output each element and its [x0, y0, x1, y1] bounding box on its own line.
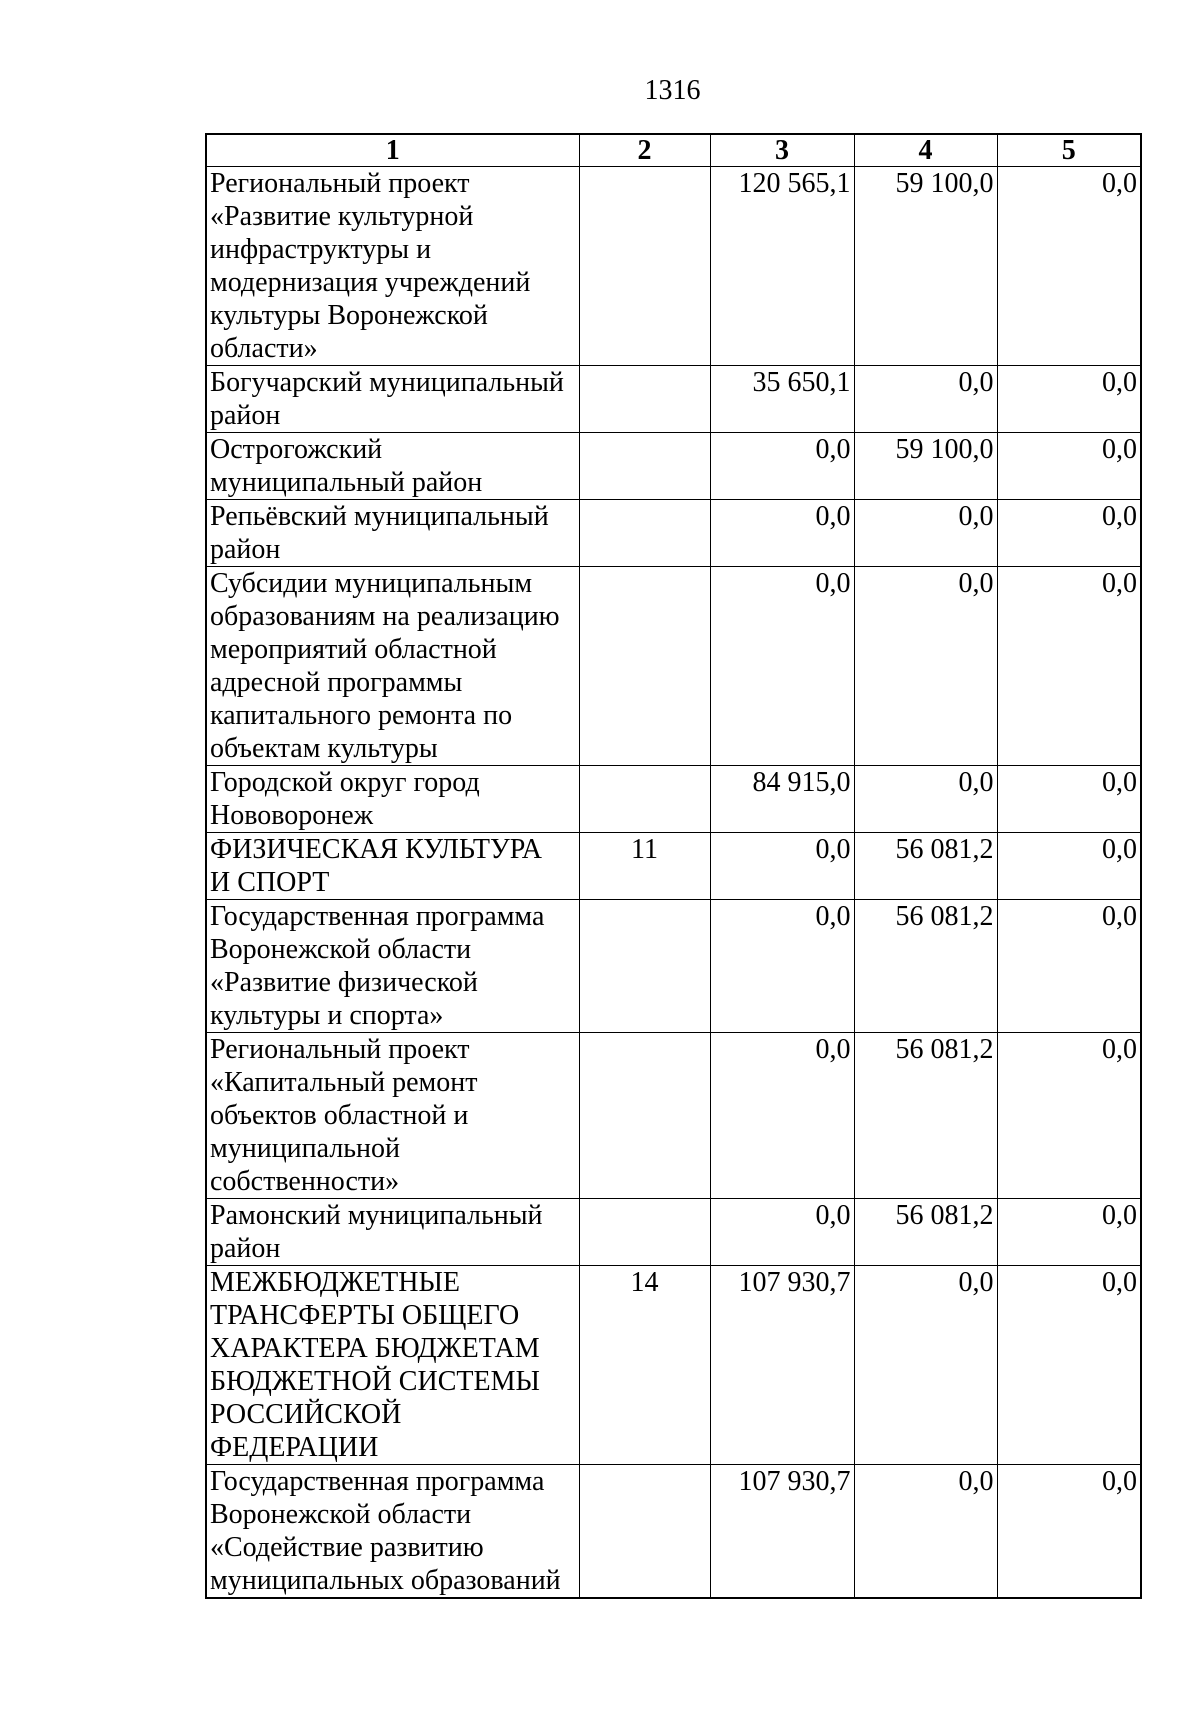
row-value-col4: 59 100,0	[854, 433, 997, 500]
table-row	[206, 167, 1141, 366]
row-label: Региональный проект «Капитальный ремонт объектов областной и муниципальной собственности»	[206, 1033, 579, 1199]
row-value-col4: 0,0	[854, 1266, 997, 1465]
row-value-col5: 0,0	[997, 1033, 1141, 1199]
row-code	[579, 900, 710, 1033]
row-label: ФИЗИЧЕСКАЯ КУЛЬТУРА И СПОРТ	[206, 833, 579, 900]
table-row	[206, 900, 1141, 1033]
row-value-col5: 0,0	[997, 433, 1141, 500]
header-cell-5: 5	[997, 134, 1141, 167]
row-value-col3: 107 930,7	[710, 1465, 854, 1599]
row-value-col4: 0,0	[854, 366, 997, 433]
row-value-col4: 59 100,0	[854, 167, 997, 366]
row-value-col5: 0,0	[997, 1465, 1141, 1599]
row-value-col3: 0,0	[710, 433, 854, 500]
row-label: Рамонский муниципальный район	[206, 1199, 579, 1266]
row-code	[579, 567, 710, 766]
table-row	[206, 500, 1141, 567]
header-cell-1: 1	[206, 134, 579, 167]
row-value-col5: 0,0	[997, 167, 1141, 366]
page-number: 1316	[644, 75, 701, 106]
row-value-col5: 0,0	[997, 366, 1141, 433]
table-row	[206, 1199, 1141, 1266]
row-label: Городской округ город Нововоронеж	[206, 766, 579, 833]
row-code	[579, 167, 710, 366]
table-row	[206, 433, 1141, 500]
row-value-col3: 0,0	[710, 1033, 854, 1199]
table-row	[206, 567, 1141, 766]
table-row	[206, 833, 1141, 900]
row-value-col3: 0,0	[710, 900, 854, 1033]
row-code	[579, 766, 710, 833]
row-code	[579, 366, 710, 433]
row-value-col4: 56 081,2	[854, 1033, 997, 1199]
table-row	[206, 766, 1141, 833]
row-label: Региональный проект «Развитие культурной инфраструктуры и модернизация учреждений культуры Воронежской области»	[206, 167, 579, 366]
row-value-col5: 0,0	[997, 766, 1141, 833]
row-label: Субсидии муниципальным образованиям на реализацию мероприятий областной адресной программы капитального ремонта по объектам культуры	[206, 567, 579, 766]
row-value-col3: 107 930,7	[710, 1266, 854, 1465]
row-value-col3: 0,0	[710, 567, 854, 766]
header-cell-2: 2	[579, 134, 710, 167]
header-cell-3: 3	[710, 134, 854, 167]
row-code	[579, 1465, 710, 1599]
row-label: Острогожский муниципальный район	[206, 433, 579, 500]
row-value-col5: 0,0	[997, 567, 1141, 766]
row-code: 14	[579, 1266, 710, 1465]
row-value-col3: 35 650,1	[710, 366, 854, 433]
table-header-row	[206, 134, 1141, 167]
row-code	[579, 1199, 710, 1266]
row-value-col5: 0,0	[997, 833, 1141, 900]
row-code	[579, 500, 710, 567]
row-code	[579, 433, 710, 500]
row-value-col4: 0,0	[854, 567, 997, 766]
table-row	[206, 366, 1141, 433]
row-value-col3: 0,0	[710, 500, 854, 567]
row-value-col4: 0,0	[854, 766, 997, 833]
row-value-col3: 84 915,0	[710, 766, 854, 833]
row-value-col4: 56 081,2	[854, 833, 997, 900]
table-row	[206, 1266, 1141, 1465]
row-code	[579, 1033, 710, 1199]
table-row	[206, 1465, 1141, 1599]
row-value-col3: 0,0	[710, 833, 854, 900]
row-label: МЕЖБЮДЖЕТНЫЕ ТРАНСФЕРТЫ ОБЩЕГО ХАРАКТЕРА БЮДЖЕТАМ БЮДЖЕТНОЙ СИСТЕМЫ РОССИЙСКОЙ ФЕДЕРАЦИИ	[206, 1266, 579, 1465]
row-value-col5: 0,0	[997, 900, 1141, 1033]
row-value-col5: 0,0	[997, 1266, 1141, 1465]
row-value-col4: 56 081,2	[854, 1199, 997, 1266]
row-value-col4: 0,0	[854, 1465, 997, 1599]
row-label: Богучарский муниципальный район	[206, 366, 579, 433]
row-label: Государственная программа Воронежской области «Развитие физической культуры и спорта»	[206, 900, 579, 1033]
row-label: Репьёвский муниципальный район	[206, 500, 579, 567]
budget-table	[205, 133, 1142, 1599]
row-code: 11	[579, 833, 710, 900]
row-value-col4: 56 081,2	[854, 900, 997, 1033]
row-value-col4: 0,0	[854, 500, 997, 567]
row-value-col5: 0,0	[997, 1199, 1141, 1266]
row-label: Государственная программа Воронежской области «Содействие развитию муниципальных образований	[206, 1465, 579, 1599]
header-cell-4: 4	[854, 134, 997, 167]
row-value-col3: 0,0	[710, 1199, 854, 1266]
row-value-col5: 0,0	[997, 500, 1141, 567]
table-row	[206, 1033, 1141, 1199]
row-value-col3: 120 565,1	[710, 167, 854, 366]
